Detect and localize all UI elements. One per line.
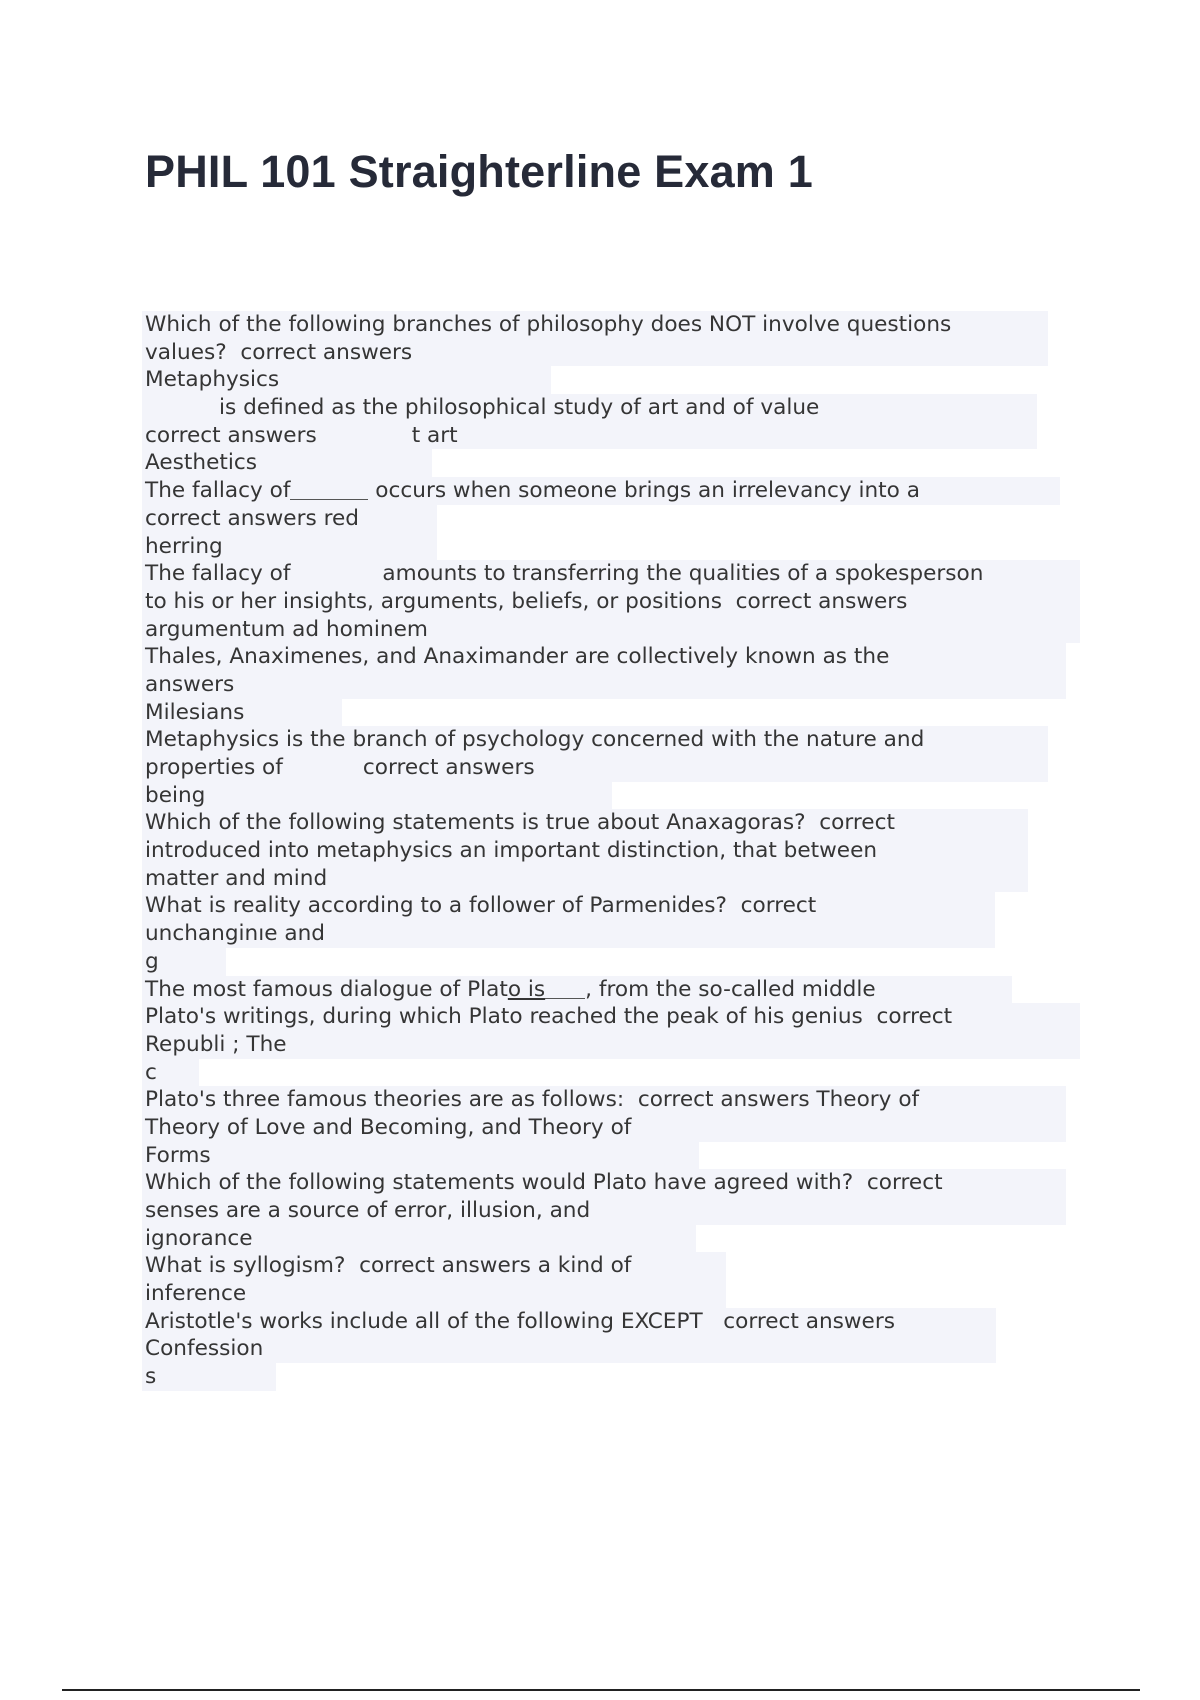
question-text: Plato's three famous theories are as follows: correct answers Theory of (145, 1087, 920, 1113)
question-text: t art (411, 422, 458, 448)
question-text: is defined as the philosophical study of art and of value (219, 395, 820, 421)
answer-text: g (145, 948, 159, 974)
text-line (145, 920, 983, 948)
text-line (145, 1252, 983, 1280)
text-line (145, 449, 983, 477)
answer-text: argumentum ad hominem (145, 616, 428, 642)
answer-text: Milesians (145, 699, 245, 725)
question-text: correct answers red (145, 505, 359, 531)
text-line (145, 782, 983, 810)
text-line (145, 1308, 983, 1336)
answer-text: introduced into metaphysics an important distinction, that between (145, 838, 878, 864)
question-text: The fallacy of (145, 478, 291, 504)
question-text: Which of the following statements is true about Anaxagoras? correct (145, 810, 895, 836)
document-body (145, 311, 983, 1391)
question-text: Thales, Anaximenes, and Anaximander are collectively known as the (145, 644, 890, 670)
text-line (145, 394, 983, 422)
question-text: occurs when someone brings an irrelevancy into a (375, 478, 920, 504)
blank-underline (545, 976, 585, 999)
question-text: Aristotle's works include all of the following EXCEPT correct answers (145, 1308, 895, 1334)
text-line (145, 422, 983, 450)
text-line (145, 754, 983, 782)
answer-text: being (145, 782, 206, 808)
question-text: , from the so-called middle (585, 976, 876, 1002)
answer-text: c (145, 1059, 157, 1085)
text-line (145, 1142, 983, 1170)
question-text: What is reality according to a follower of Parmenides? correct (145, 893, 817, 919)
text-line (145, 1197, 983, 1225)
text-line (145, 1335, 983, 1363)
text-line (145, 588, 983, 616)
question-text: What is syllogism? correct answers a kind of (145, 1253, 632, 1279)
text-line (145, 311, 983, 339)
question-text: Metaphysics is the branch of psychology concerned with the nature and (145, 727, 925, 753)
document-title: PHIL 101 Straighterline Exam 1 (145, 146, 813, 197)
footer-divider (62, 1689, 1140, 1691)
question-text: correct answers (145, 422, 317, 448)
text-line (145, 1086, 983, 1114)
text-line (145, 616, 983, 644)
question-text: The fallacy of (145, 561, 291, 587)
answer-text: Forms (145, 1142, 211, 1168)
blank-underline (290, 477, 368, 500)
text-line (145, 477, 983, 505)
text-line (145, 366, 983, 394)
answer-text: Metaphysics (145, 367, 280, 393)
text-line (145, 809, 983, 837)
answer-text: matter and mind (145, 865, 328, 891)
text-line (145, 865, 983, 893)
text-line (145, 1363, 983, 1391)
text-line (145, 560, 983, 588)
underlined-text: o is (507, 976, 546, 1002)
question-text: values? correct answers (145, 339, 413, 365)
question-text: properties of (145, 755, 283, 780)
question-text: Which of the following statements would Plato have agreed with? correct (145, 1170, 943, 1196)
question-text: answers (145, 671, 235, 697)
question-text: amounts to transferring the qualities of a spokesperson (382, 561, 984, 587)
answer-text: Republi ; The (145, 1031, 287, 1057)
question-text: correct answers (362, 755, 535, 780)
answer-text: herring (145, 533, 223, 559)
text-line (145, 1225, 983, 1253)
text-line (145, 837, 983, 865)
text-line (145, 533, 983, 561)
text-line (145, 1031, 983, 1059)
text-line (145, 948, 983, 976)
text-line (145, 1114, 983, 1142)
answer-text: Aesthetics (145, 450, 257, 476)
text-line (145, 643, 983, 671)
text-line (145, 892, 983, 920)
answer-text: Theory of Love and Becoming, and Theory of (145, 1114, 632, 1140)
text-line (145, 976, 983, 1004)
text-line (145, 505, 983, 533)
text-line (145, 671, 983, 699)
text-line (145, 1003, 983, 1031)
text-line (145, 1280, 983, 1308)
answer-text: unchanginıe and (145, 921, 326, 947)
text-line (145, 726, 983, 754)
answer-text: inference (145, 1281, 247, 1307)
question-text: Which of the following branches of philosophy does NOT involve questions (145, 312, 952, 337)
question-text: Plato's writings, during which Plato reached the peak of his genius correct (145, 1004, 953, 1030)
text-line (145, 339, 983, 367)
text-line (145, 1059, 983, 1087)
question-text: to his or her insights, arguments, beliefs, or positions correct answers (145, 588, 908, 614)
answer-text: ignorance (145, 1225, 253, 1251)
question-text: The most famous dialogue of Plat (145, 976, 508, 1002)
answer-text: s (145, 1364, 157, 1390)
answer-text: senses are a source of error, illusion, and (145, 1198, 591, 1223)
answer-text: Confession (145, 1336, 264, 1362)
text-line (145, 699, 983, 727)
text-line (145, 1169, 983, 1197)
